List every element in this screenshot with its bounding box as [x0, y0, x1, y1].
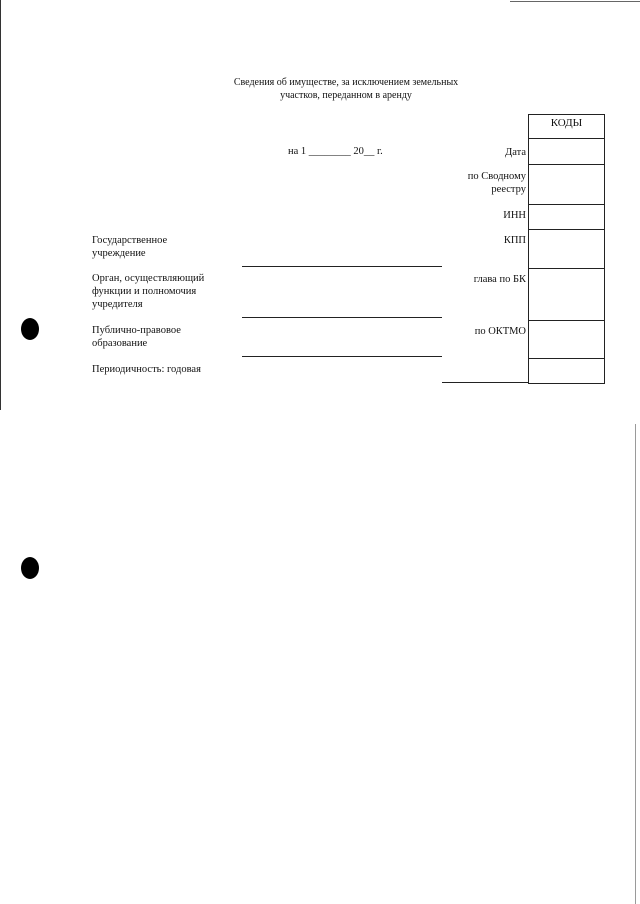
label-bk: глава по БК	[473, 274, 526, 285]
label-registry-line-2: реестру	[491, 184, 526, 195]
label-inn: ИНН	[503, 210, 526, 221]
label-registry-line-1: по Сводному	[467, 171, 526, 182]
report-date-line: на 1 ________ 20__ г.	[288, 146, 383, 157]
codes-row-divider	[529, 268, 604, 269]
public-entity-fill-line[interactable]	[242, 356, 442, 357]
scan-edge-top	[510, 1, 640, 2]
codes-row-divider	[529, 204, 604, 205]
document-title	[0, 76, 640, 102]
punch-hole-upper	[21, 318, 39, 340]
codes-row-divider	[529, 229, 604, 230]
label-organ-line-2: функции и полномочия	[92, 286, 197, 297]
codes-row-divider	[529, 358, 604, 359]
codes-header: КОДЫ	[550, 117, 583, 129]
scan-edge-right	[635, 424, 636, 904]
institution-fill-line[interactable]	[242, 266, 442, 267]
label-public-line-2: образование	[92, 338, 148, 349]
label-oktmo: по ОКТМО	[474, 326, 526, 337]
codes-row-divider	[529, 138, 604, 139]
label-periodicity: Периодичность: годовая	[92, 364, 201, 375]
label-institution	[92, 234, 167, 260]
label-registry	[420, 170, 526, 196]
title-line-2: участков, переданном в аренду	[280, 90, 412, 101]
label-institution-line-2: учреждение	[92, 248, 146, 259]
codes-row-divider	[529, 320, 604, 321]
periodicity-fill-line	[442, 382, 528, 383]
organ-fill-line[interactable]	[242, 317, 442, 318]
label-organ	[92, 272, 204, 311]
label-organ-line-3: учредителя	[92, 299, 143, 310]
label-date: Дата	[505, 147, 526, 158]
codes-table	[528, 114, 605, 384]
label-kpp: КПП	[503, 235, 526, 246]
label-organ-line-1: Орган, осуществляющий	[92, 273, 205, 284]
scan-edge-left	[0, 0, 1, 410]
title-line-1: Сведения об имуществе, за исключением земельных	[233, 77, 459, 88]
punch-hole-lower	[21, 557, 39, 579]
label-public-line-1: Публично-правовое	[92, 325, 181, 336]
codes-row-divider	[529, 164, 604, 165]
label-institution-line-1: Государственное	[92, 235, 168, 246]
label-public-entity	[92, 324, 181, 350]
